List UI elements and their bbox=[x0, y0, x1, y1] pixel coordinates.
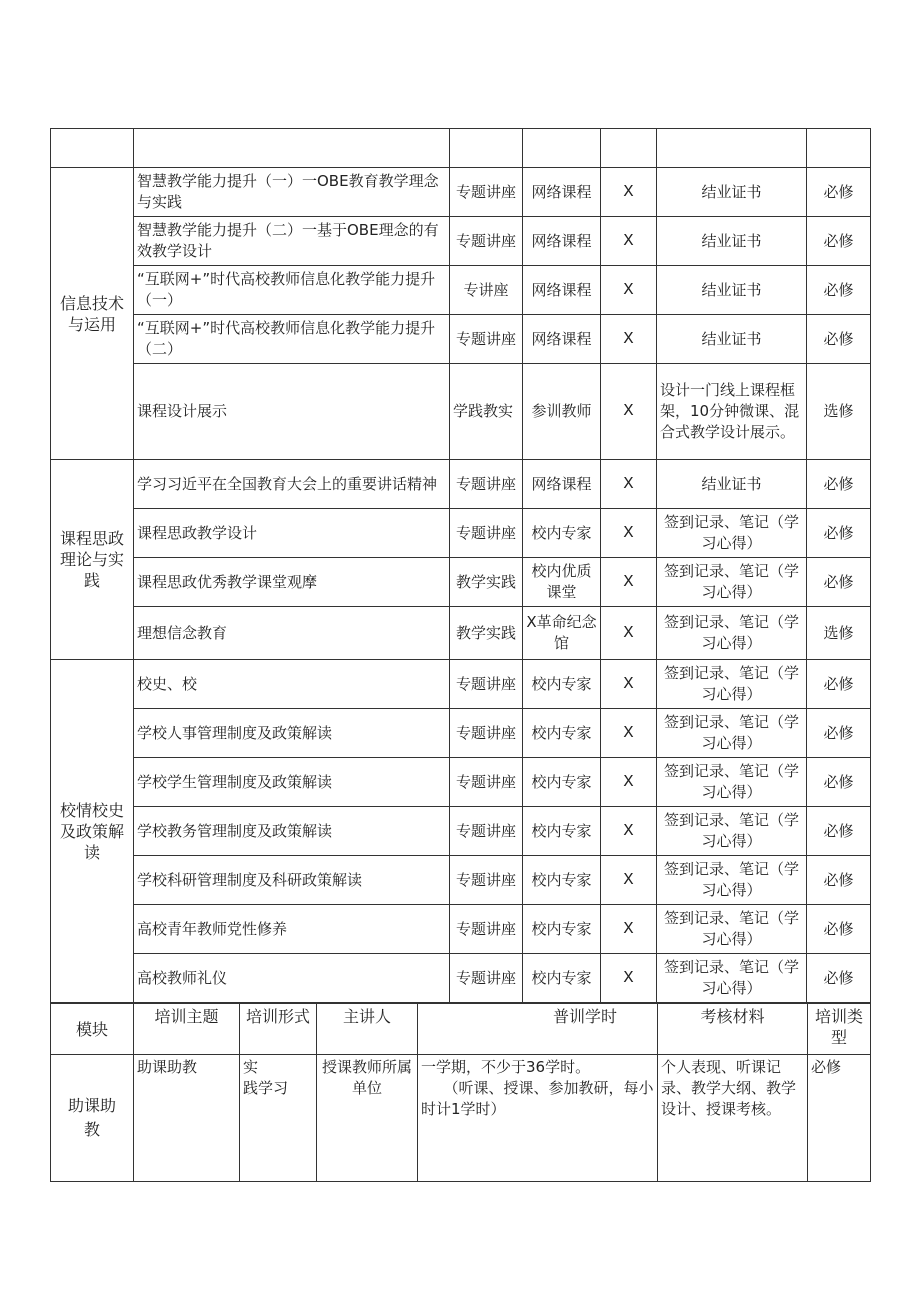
assess-cell: 签到记录、笔记（学习心得） bbox=[657, 905, 807, 954]
credit-cell: X bbox=[601, 856, 657, 905]
form-cell: 专题讲座 bbox=[450, 315, 523, 364]
lecturer-cell: 校内专家 bbox=[523, 807, 601, 856]
type-cell: 选修 bbox=[807, 364, 871, 460]
credit-cell: X bbox=[601, 709, 657, 758]
assess-cell: 结业证书 bbox=[657, 315, 807, 364]
header-module: 模块 bbox=[51, 1004, 134, 1055]
table-row bbox=[51, 217, 871, 266]
table-row bbox=[51, 807, 871, 856]
assess-cell: 签到记录、笔记（学习心得） bbox=[657, 709, 807, 758]
type-cell: 必修 bbox=[807, 709, 871, 758]
header-row bbox=[51, 1004, 871, 1055]
lecturer-cell: 网络课程 bbox=[523, 460, 601, 509]
form-cell: 学践教实 bbox=[450, 364, 523, 460]
lecturer-cell: 校内专家 bbox=[523, 954, 601, 1003]
type-cell: 必修 bbox=[807, 954, 871, 1003]
assess-cell: 签到记录、笔记（学习心得） bbox=[657, 807, 807, 856]
assess-cell: 结业证书 bbox=[657, 217, 807, 266]
assist-table bbox=[50, 1003, 871, 1182]
blank-cell bbox=[134, 129, 450, 168]
type-cell: 必修 bbox=[807, 807, 871, 856]
lecturer-cell: 校内专家 bbox=[523, 660, 601, 709]
topic-cell: “互联网+”时代高校教师信息化教学能力提升（二） bbox=[134, 315, 450, 364]
assess-cell: 签到记录、笔记（学习心得） bbox=[657, 558, 807, 607]
lecturer-cell: 校内专家 bbox=[523, 905, 601, 954]
table-row bbox=[51, 905, 871, 954]
topic-cell: 高校青年教师党性修养 bbox=[134, 905, 450, 954]
module-name: 信息技术与运用 bbox=[51, 168, 134, 460]
header-topic: 培训主题 bbox=[134, 1004, 240, 1055]
table-row bbox=[51, 460, 871, 509]
assist-topic: 助课助教 bbox=[134, 1055, 240, 1182]
lecturer-cell: 校内优质课堂 bbox=[523, 558, 601, 607]
form-cell: 专题讲座 bbox=[450, 856, 523, 905]
header-form: 培训形式 bbox=[240, 1004, 317, 1055]
type-cell: 必修 bbox=[807, 217, 871, 266]
topic-cell: 智慧教学能力提升（二）一基于OBE理念的有效教学设计 bbox=[134, 217, 450, 266]
assess-cell: 结业证书 bbox=[657, 168, 807, 217]
topic-cell: 高校教师礼仪 bbox=[134, 954, 450, 1003]
type-cell: 必修 bbox=[807, 315, 871, 364]
header-lecturer: 主讲人 bbox=[317, 1004, 418, 1055]
assess-cell: 设计一门线上课程框架，10分钟微课、混合式教学设计展示。 bbox=[657, 364, 807, 460]
credit-cell: X bbox=[601, 660, 657, 709]
table-row bbox=[51, 856, 871, 905]
form-cell: 专题讲座 bbox=[450, 709, 523, 758]
credit-cell: X bbox=[601, 954, 657, 1003]
table-row bbox=[51, 315, 871, 364]
lecturer-cell: 校内专家 bbox=[523, 509, 601, 558]
type-cell: 必修 bbox=[807, 660, 871, 709]
module-name: 课程思政理论与实践 bbox=[51, 460, 134, 660]
header-type: 培训类型 bbox=[808, 1004, 871, 1055]
blank-cell bbox=[523, 129, 601, 168]
table-row bbox=[51, 364, 871, 460]
credit-cell: X bbox=[601, 168, 657, 217]
lecturer-cell: 网络课程 bbox=[523, 266, 601, 315]
assist-module: 助课助教 bbox=[51, 1055, 134, 1182]
header-assess: 考核材料 bbox=[658, 1004, 808, 1055]
credit-cell: X bbox=[601, 758, 657, 807]
form-cell: 专题讲座 bbox=[450, 905, 523, 954]
assess-cell: 结业证书 bbox=[657, 266, 807, 315]
table-row bbox=[51, 558, 871, 607]
type-cell: 必修 bbox=[807, 168, 871, 217]
topic-cell: 理想信念教育 bbox=[134, 607, 450, 660]
assess-cell: 签到记录、笔记（学习心得） bbox=[657, 660, 807, 709]
topic-cell: “互联网+”时代高校教师信息化教学能力提升（一） bbox=[134, 266, 450, 315]
assist-hours-line1: 一学期，不少于36学时。 bbox=[421, 1058, 591, 1076]
assess-cell: 签到记录、笔记（学习心得） bbox=[657, 607, 807, 660]
type-cell: 必修 bbox=[807, 856, 871, 905]
assist-form-line2: 践学习 bbox=[243, 1079, 289, 1097]
credit-cell: X bbox=[601, 607, 657, 660]
topic-cell: 课程设计展示 bbox=[134, 364, 450, 460]
form-cell: 专题讲座 bbox=[450, 758, 523, 807]
credit-cell: X bbox=[601, 460, 657, 509]
credit-cell: X bbox=[601, 266, 657, 315]
lecturer-cell: 校内专家 bbox=[523, 758, 601, 807]
topic-cell: 课程思政教学设计 bbox=[134, 509, 450, 558]
assist-type: 必修 bbox=[808, 1055, 871, 1182]
credit-cell: X bbox=[601, 364, 657, 460]
type-cell: 必修 bbox=[807, 558, 871, 607]
lecturer-cell: 校内专家 bbox=[523, 709, 601, 758]
topic-cell: 智慧教学能力提升（一）一OBE教育教学理念与实践 bbox=[134, 168, 450, 217]
table-row bbox=[51, 607, 871, 660]
assess-cell: 结业证书 bbox=[657, 460, 807, 509]
assist-form bbox=[240, 1055, 317, 1182]
blank-cell bbox=[450, 129, 523, 168]
table-row bbox=[51, 758, 871, 807]
table-row bbox=[51, 954, 871, 1003]
table-row bbox=[51, 709, 871, 758]
type-cell: 必修 bbox=[807, 509, 871, 558]
type-cell: 必修 bbox=[807, 266, 871, 315]
blank-cell bbox=[51, 129, 134, 168]
topic-cell: 校史、校 bbox=[134, 660, 450, 709]
lecturer-cell: 参训教师 bbox=[523, 364, 601, 460]
form-cell: 专题讲座 bbox=[450, 217, 523, 266]
assess-cell: 签到记录、笔记（学习心得） bbox=[657, 758, 807, 807]
training-table bbox=[50, 128, 871, 1003]
assist-form-line1: 实 bbox=[243, 1058, 259, 1076]
credit-cell: X bbox=[601, 509, 657, 558]
assess-cell: 签到记录、笔记（学习心得） bbox=[657, 509, 807, 558]
credit-cell: X bbox=[601, 807, 657, 856]
blank-cell bbox=[601, 129, 657, 168]
table-row-blank bbox=[51, 129, 871, 168]
form-cell: 专题讲座 bbox=[450, 509, 523, 558]
credit-cell: X bbox=[601, 315, 657, 364]
type-cell: 必修 bbox=[807, 905, 871, 954]
table-row-assist bbox=[51, 1055, 871, 1182]
assist-hours bbox=[418, 1055, 658, 1182]
blank-cell bbox=[657, 129, 807, 168]
topic-cell: 学校科研管理制度及科研政策解读 bbox=[134, 856, 450, 905]
form-cell: 专题讲座 bbox=[450, 807, 523, 856]
table-row bbox=[51, 168, 871, 217]
credit-cell: X bbox=[601, 558, 657, 607]
form-cell: 专题讲座 bbox=[450, 168, 523, 217]
form-cell: 专讲座 bbox=[450, 266, 523, 315]
form-cell: 专题讲座 bbox=[450, 660, 523, 709]
form-cell: 专题讲座 bbox=[450, 954, 523, 1003]
assess-cell: 签到记录、笔记（学习心得） bbox=[657, 954, 807, 1003]
topic-cell: 学校人事管理制度及政策解读 bbox=[134, 709, 450, 758]
form-cell: 专题讲座 bbox=[450, 460, 523, 509]
assess-cell: 签到记录、笔记（学习心得） bbox=[657, 856, 807, 905]
topic-cell: 学校教务管理制度及政策解读 bbox=[134, 807, 450, 856]
assist-lecturer: 授课教师所属单位 bbox=[317, 1055, 418, 1182]
form-cell: 教学实践 bbox=[450, 607, 523, 660]
credit-cell: X bbox=[601, 217, 657, 266]
topic-cell: 学校学生管理制度及政策解读 bbox=[134, 758, 450, 807]
credit-cell: X bbox=[601, 905, 657, 954]
lecturer-cell: 网络课程 bbox=[523, 168, 601, 217]
table-row bbox=[51, 266, 871, 315]
module-name: 校情校史及政策解读 bbox=[51, 660, 134, 1003]
topic-cell: 学习习近平在全国教育大会上的重要讲话精神 bbox=[134, 460, 450, 509]
table-row bbox=[51, 509, 871, 558]
header-hours: 普训学时 bbox=[418, 1004, 658, 1055]
lecturer-cell: 网络课程 bbox=[523, 217, 601, 266]
blank-cell bbox=[807, 129, 871, 168]
lecturer-cell: 校内专家 bbox=[523, 856, 601, 905]
assist-hours-line2: （听课、授课、参加教研，每小时计1学时） bbox=[421, 1079, 654, 1118]
lecturer-cell: 网络课程 bbox=[523, 315, 601, 364]
table-row bbox=[51, 660, 871, 709]
assist-assess: 个人表现、听课记录、教学大纲、教学设计、授课考核。 bbox=[658, 1055, 808, 1182]
lecturer-cell: X革命纪念馆 bbox=[523, 607, 601, 660]
form-cell: 教学实践 bbox=[450, 558, 523, 607]
topic-cell: 课程思政优秀教学课堂观摩 bbox=[134, 558, 450, 607]
type-cell: 必修 bbox=[807, 758, 871, 807]
type-cell: 必修 bbox=[807, 460, 871, 509]
type-cell: 选修 bbox=[807, 607, 871, 660]
